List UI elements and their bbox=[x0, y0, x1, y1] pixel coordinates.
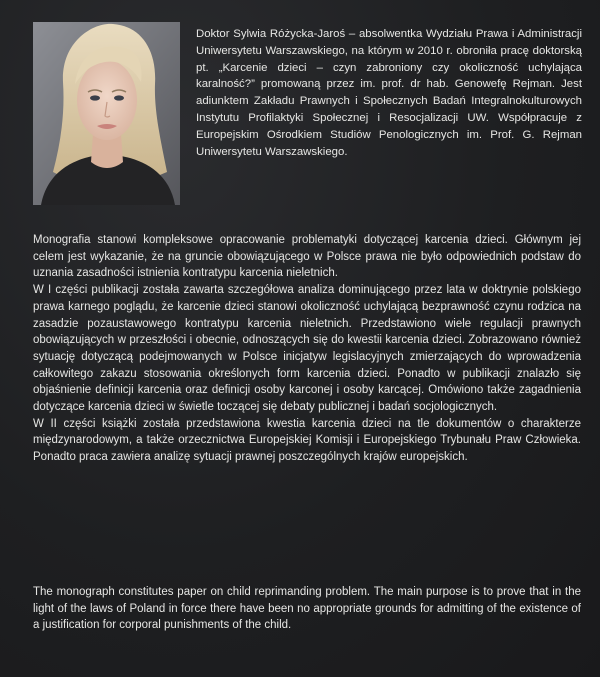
author-bio-paragraph: Doktor Sylwia Różycka-Jaroś – absolwentka Wydziału Prawa i Administracji Uniwersytetu Warszawskiego, na którym w 2010 r. obroniła pracę doktorską pt. „Karcenie dzieci – czyn zabroniony czy okoliczność uchylająca karalność?” promowaną przez im. prof. dr hab. Genowefę Rejman. Jest adiunktem Zakładu Prawnych i Społecznych Badań Integralnokulturowych Instytutu Profilaktyki Społecznej i Resocjalizacji UW. Współpracuje z Europejskim Ośrodkiem Studiów Penologicznych im. Prof. G. Rejman Uniwersytetu Warszawskiego. bbox=[196, 28, 582, 158]
author-biography bbox=[196, 26, 582, 160]
polish-paragraph-3: W II części książki została przedstawiona kwestia karcenia dzieci na tle dokumentów o charakterze międzynarodowym, a także orzecznictwa Europejskiej Komisji i Europejskiego Trybunału Praw Człowieka. Ponadto praca zawiera analizę sytuacji prawnej poszczególnych krajów europejskich. bbox=[33, 417, 581, 464]
polish-paragraph-1: Monografia stanowi kompleksowe opracowanie problematyki dotyczącej karcenia dzieci. Głównym jej celem jest wykazanie, że na gruncie obowiązującego w Polsce prawa nie było odpowiednich podstaw do uznania zasadności istnienia kontratypu karcenia nieletnich. bbox=[33, 234, 581, 280]
polish-paragraph-2: W I części publikacji została zawarta szczegółowa analiza dominującego przez lata w doktrynie polskiego prawa karnego poglądu, że karcenie dzieci stanowi okoliczność uchylającą bezprawność czynu rodzica na zasadzie pozaustawowego kontratypu karcenia nieletnich. Przedstawiono wiele regulacji prawnych obowiązujących w przeszłości i obecnie, odnoszących się do kwestii karcenia dzieci. Zobrazowano również sytuację dotyczącą podejmowanych w Polsce inicjatyw legislacyjnych zmierzających do wprowadzenia całkowitego zakazu stosowania określonych form karcenia dzieci. Ponadto w publikacji znalazło się objaśnienie definicji karcenia oraz definicji osoby karconej i osoby karcącej. Omówiono także zagadnienia dotyczące karcenia dzieci w świetle toczącej się debaty publicznej i badań socjologicznych. bbox=[33, 284, 581, 414]
polish-description bbox=[33, 232, 581, 466]
english-description bbox=[33, 584, 581, 634]
author-portrait-image bbox=[33, 22, 180, 205]
english-paragraph: The monograph constitutes paper on child reprimanding problem. The main purpose is to prove that in the light of the laws of Poland in force there have been no appropriate grounds for admitting of the existence of a justification for corporal punishments of the child. bbox=[33, 586, 581, 632]
author-photo bbox=[33, 22, 180, 205]
